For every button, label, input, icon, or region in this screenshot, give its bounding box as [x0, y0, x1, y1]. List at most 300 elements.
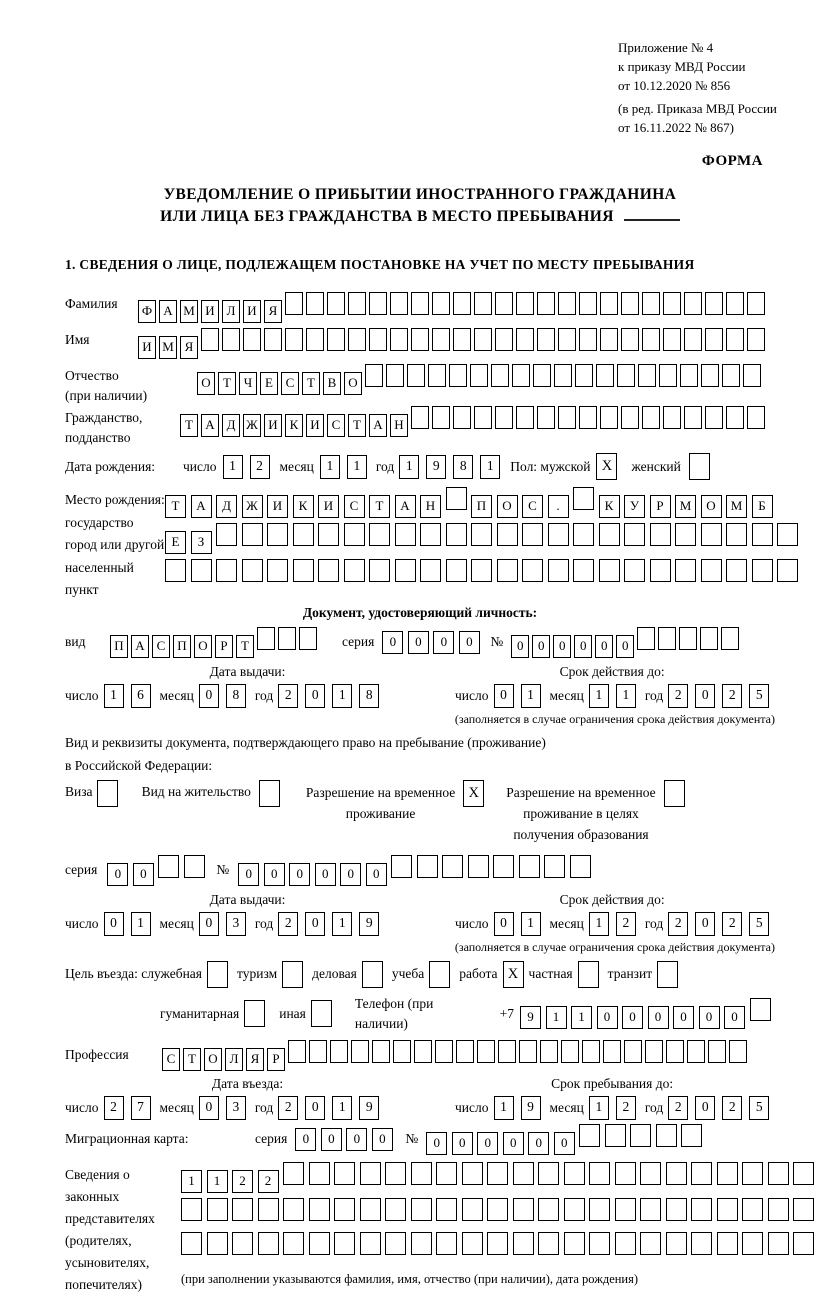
char-cell[interactable]: 2	[278, 684, 298, 708]
surname-boxes[interactable]	[138, 292, 768, 323]
char-cell[interactable]	[474, 328, 492, 351]
char-cell[interactable]: 0	[724, 1006, 745, 1029]
char-cell[interactable]	[642, 406, 660, 429]
char-cell[interactable]	[726, 292, 744, 315]
char-cell[interactable]	[487, 1162, 508, 1185]
char-cell[interactable]: 2	[104, 1096, 124, 1120]
char-cell[interactable]: Т	[165, 495, 186, 518]
residence-number-boxes[interactable]	[238, 855, 595, 886]
char-cell[interactable]: 1	[131, 912, 151, 936]
char-cell[interactable]	[752, 559, 773, 582]
char-cell[interactable]: 1	[332, 1096, 352, 1120]
char-cell[interactable]: 0	[104, 912, 124, 936]
char-cell[interactable]	[191, 559, 212, 582]
char-cell[interactable]	[554, 364, 572, 387]
char-cell[interactable]	[477, 1040, 495, 1063]
char-cell[interactable]: 0	[477, 1132, 498, 1155]
char-cell[interactable]	[386, 364, 404, 387]
visa-checkbox[interactable]	[97, 780, 118, 807]
char-cell[interactable]	[369, 292, 387, 315]
char-cell[interactable]	[495, 328, 513, 351]
birth-day-boxes[interactable]	[223, 455, 270, 479]
char-cell[interactable]	[181, 1232, 202, 1255]
residence-series-boxes[interactable]	[107, 855, 209, 886]
char-cell[interactable]: Н	[420, 495, 441, 518]
char-cell[interactable]	[561, 1040, 579, 1063]
name-boxes[interactable]	[138, 328, 768, 359]
char-cell[interactable]	[446, 559, 467, 582]
char-cell[interactable]	[258, 1232, 279, 1255]
identity-issue-year[interactable]	[278, 684, 379, 708]
char-cell[interactable]: 0	[554, 1132, 575, 1155]
char-cell[interactable]	[663, 406, 681, 429]
char-cell[interactable]: 1	[521, 912, 541, 936]
char-cell[interactable]: 9	[359, 1096, 379, 1120]
char-cell[interactable]: О	[497, 495, 518, 518]
char-cell[interactable]	[717, 1198, 738, 1221]
char-cell[interactable]	[372, 1040, 390, 1063]
char-cell[interactable]	[318, 523, 339, 546]
char-cell[interactable]	[564, 1232, 585, 1255]
residence-issue-day[interactable]	[104, 912, 151, 936]
char-cell[interactable]	[522, 523, 543, 546]
char-cell[interactable]: С	[152, 635, 170, 658]
char-cell[interactable]	[793, 1162, 814, 1185]
char-cell[interactable]	[491, 364, 509, 387]
stay-month[interactable]	[589, 1096, 636, 1120]
char-cell[interactable]: 1	[104, 684, 124, 708]
char-cell[interactable]	[747, 328, 765, 351]
char-cell[interactable]: Я	[264, 300, 282, 323]
purpose-business-checkbox[interactable]	[362, 961, 383, 988]
char-cell[interactable]: 1	[320, 455, 340, 479]
char-cell[interactable]	[615, 1198, 636, 1221]
char-cell[interactable]: Р	[650, 495, 671, 518]
char-cell[interactable]	[691, 1198, 712, 1221]
char-cell[interactable]: 0	[532, 635, 550, 658]
char-cell[interactable]: И	[201, 300, 219, 323]
char-cell[interactable]: 0	[305, 1096, 325, 1120]
char-cell[interactable]: К	[293, 495, 314, 518]
char-cell[interactable]: П	[110, 635, 128, 658]
char-cell[interactable]	[726, 523, 747, 546]
stay-day[interactable]	[494, 1096, 541, 1120]
char-cell[interactable]	[726, 406, 744, 429]
char-cell[interactable]	[579, 328, 597, 351]
char-cell[interactable]	[675, 559, 696, 582]
char-cell[interactable]: А	[191, 495, 212, 518]
char-cell[interactable]: 1	[494, 1096, 514, 1120]
char-cell[interactable]	[691, 1232, 712, 1255]
char-cell[interactable]	[589, 1198, 610, 1221]
citizenship-boxes[interactable]	[180, 406, 768, 437]
char-cell[interactable]	[599, 523, 620, 546]
char-cell[interactable]	[544, 855, 565, 878]
char-cell[interactable]	[267, 523, 288, 546]
char-cell[interactable]	[722, 364, 740, 387]
char-cell[interactable]	[701, 364, 719, 387]
char-cell[interactable]: 9	[521, 1096, 541, 1120]
char-cell[interactable]	[158, 855, 179, 878]
char-cell[interactable]: 1	[546, 1006, 567, 1029]
char-cell[interactable]	[615, 1232, 636, 1255]
char-cell[interactable]	[642, 328, 660, 351]
char-cell[interactable]	[181, 1198, 202, 1221]
char-cell[interactable]: 9	[359, 912, 379, 936]
char-cell[interactable]	[640, 1162, 661, 1185]
char-cell[interactable]	[498, 1040, 516, 1063]
char-cell[interactable]	[621, 292, 639, 315]
char-cell[interactable]	[184, 855, 205, 878]
char-cell[interactable]: Д	[216, 495, 237, 518]
char-cell[interactable]: К	[599, 495, 620, 518]
char-cell[interactable]	[369, 328, 387, 351]
char-cell[interactable]	[742, 1232, 763, 1255]
char-cell[interactable]	[309, 1232, 330, 1255]
char-cell[interactable]	[573, 523, 594, 546]
char-cell[interactable]	[288, 1040, 306, 1063]
char-cell[interactable]: А	[369, 414, 387, 437]
char-cell[interactable]: И	[138, 336, 156, 359]
char-cell[interactable]	[453, 406, 471, 429]
char-cell[interactable]: 1	[589, 684, 609, 708]
purpose-official-checkbox[interactable]	[207, 961, 228, 988]
char-cell[interactable]: Д	[222, 414, 240, 437]
purpose-private-checkbox[interactable]	[578, 961, 599, 988]
char-cell[interactable]	[516, 292, 534, 315]
char-cell[interactable]: 0	[494, 684, 514, 708]
char-cell[interactable]	[793, 1232, 814, 1255]
char-cell[interactable]: 0	[494, 912, 514, 936]
char-cell[interactable]	[428, 364, 446, 387]
char-cell[interactable]: Е	[165, 531, 186, 554]
char-cell[interactable]	[411, 328, 429, 351]
char-cell[interactable]	[666, 1040, 684, 1063]
char-cell[interactable]: С	[162, 1048, 180, 1071]
temp-residence-checkbox[interactable]: X	[463, 780, 484, 807]
residence-valid-year[interactable]	[668, 912, 769, 936]
char-cell[interactable]: О	[701, 495, 722, 518]
char-cell[interactable]: 2	[722, 1096, 742, 1120]
char-cell[interactable]	[436, 1198, 457, 1221]
char-cell[interactable]	[309, 1040, 327, 1063]
char-cell[interactable]: 3	[226, 1096, 246, 1120]
char-cell[interactable]	[768, 1232, 789, 1255]
char-cell[interactable]	[579, 1124, 600, 1147]
char-cell[interactable]: 0	[597, 1006, 618, 1029]
char-cell[interactable]: О	[197, 372, 215, 395]
char-cell[interactable]	[420, 559, 441, 582]
char-cell[interactable]	[564, 1198, 585, 1221]
char-cell[interactable]	[630, 1124, 651, 1147]
char-cell[interactable]	[258, 1198, 279, 1221]
char-cell[interactable]: 1	[347, 455, 367, 479]
char-cell[interactable]	[793, 1198, 814, 1221]
char-cell[interactable]	[650, 559, 671, 582]
char-cell[interactable]	[462, 1198, 483, 1221]
char-cell[interactable]	[666, 1198, 687, 1221]
char-cell[interactable]	[701, 559, 722, 582]
char-cell[interactable]	[605, 1124, 626, 1147]
char-cell[interactable]	[624, 1040, 642, 1063]
char-cell[interactable]	[624, 559, 645, 582]
char-cell[interactable]: 0	[408, 631, 429, 654]
gender-female-checkbox[interactable]	[689, 453, 710, 480]
char-cell[interactable]: 0	[305, 912, 325, 936]
char-cell[interactable]	[293, 559, 314, 582]
char-cell[interactable]	[351, 1040, 369, 1063]
char-cell[interactable]	[216, 523, 237, 546]
char-cell[interactable]: 0	[315, 863, 336, 886]
birth-month-boxes[interactable]	[320, 455, 367, 479]
char-cell[interactable]	[516, 406, 534, 429]
char-cell[interactable]	[285, 292, 303, 315]
char-cell[interactable]: 9	[426, 455, 446, 479]
residence-issue-month[interactable]	[199, 912, 246, 936]
char-cell[interactable]	[411, 1232, 432, 1255]
char-cell[interactable]: П	[173, 635, 191, 658]
char-cell[interactable]	[538, 1162, 559, 1185]
char-cell[interactable]	[645, 1040, 663, 1063]
char-cell[interactable]: 0	[289, 863, 310, 886]
char-cell[interactable]: Я	[180, 336, 198, 359]
migration-series-boxes[interactable]	[295, 1128, 397, 1151]
char-cell[interactable]	[285, 328, 303, 351]
char-cell[interactable]: Т	[348, 414, 366, 437]
char-cell[interactable]	[267, 559, 288, 582]
char-cell[interactable]: 2	[668, 684, 688, 708]
char-cell[interactable]	[726, 559, 747, 582]
char-cell[interactable]	[522, 559, 543, 582]
char-cell[interactable]	[680, 364, 698, 387]
char-cell[interactable]	[243, 328, 261, 351]
char-cell[interactable]: 0	[459, 631, 480, 654]
char-cell[interactable]: 2	[668, 912, 688, 936]
char-cell[interactable]: С	[281, 372, 299, 395]
char-cell[interactable]	[348, 292, 366, 315]
identity-issue-day[interactable]	[104, 684, 151, 708]
char-cell[interactable]	[705, 328, 723, 351]
birthplace-boxes-row2[interactable]	[165, 523, 803, 554]
char-cell[interactable]	[548, 523, 569, 546]
char-cell[interactable]: 5	[749, 1096, 769, 1120]
char-cell[interactable]	[747, 406, 765, 429]
char-cell[interactable]: 1	[521, 684, 541, 708]
char-cell[interactable]	[436, 1162, 457, 1185]
char-cell[interactable]: Ч	[239, 372, 257, 395]
char-cell[interactable]	[691, 1162, 712, 1185]
profession-boxes[interactable]	[162, 1040, 750, 1071]
char-cell[interactable]: 0	[695, 684, 715, 708]
char-cell[interactable]	[449, 364, 467, 387]
char-cell[interactable]	[232, 1232, 253, 1255]
char-cell[interactable]: Л	[222, 300, 240, 323]
char-cell[interactable]	[497, 523, 518, 546]
char-cell[interactable]: 0	[264, 863, 285, 886]
entry-month[interactable]	[199, 1096, 246, 1120]
char-cell[interactable]: И	[318, 495, 339, 518]
char-cell[interactable]: 0	[433, 631, 454, 654]
char-cell[interactable]: 2	[616, 1096, 636, 1120]
char-cell[interactable]	[207, 1232, 228, 1255]
purpose-study-checkbox[interactable]	[429, 961, 450, 988]
char-cell[interactable]	[493, 855, 514, 878]
char-cell[interactable]	[411, 1198, 432, 1221]
char-cell[interactable]	[726, 328, 744, 351]
char-cell[interactable]	[596, 364, 614, 387]
char-cell[interactable]	[666, 1162, 687, 1185]
gender-male-checkbox[interactable]: X	[596, 453, 617, 480]
char-cell[interactable]: 0	[699, 1006, 720, 1029]
char-cell[interactable]	[777, 523, 798, 546]
char-cell[interactable]	[442, 855, 463, 878]
char-cell[interactable]: Е	[260, 372, 278, 395]
char-cell[interactable]	[540, 1040, 558, 1063]
char-cell[interactable]: 0	[511, 635, 529, 658]
char-cell[interactable]	[513, 1232, 534, 1255]
char-cell[interactable]	[462, 1162, 483, 1185]
temp-residence-education-checkbox[interactable]	[664, 780, 685, 807]
char-cell[interactable]	[395, 559, 416, 582]
char-cell[interactable]: 0	[199, 1096, 219, 1120]
char-cell[interactable]	[360, 1198, 381, 1221]
char-cell[interactable]: 0	[372, 1128, 393, 1151]
char-cell[interactable]	[462, 1232, 483, 1255]
char-cell[interactable]: 5	[749, 684, 769, 708]
char-cell[interactable]	[453, 328, 471, 351]
char-cell[interactable]: И	[306, 414, 324, 437]
char-cell[interactable]	[222, 328, 240, 351]
representatives-boxes-row3[interactable]	[181, 1232, 819, 1261]
char-cell[interactable]	[663, 328, 681, 351]
char-cell[interactable]: Т	[183, 1048, 201, 1071]
birth-year-boxes[interactable]	[399, 455, 500, 479]
char-cell[interactable]	[675, 523, 696, 546]
purpose-humanitarian-checkbox[interactable]	[244, 1000, 265, 1027]
char-cell[interactable]	[558, 406, 576, 429]
char-cell[interactable]	[495, 406, 513, 429]
char-cell[interactable]: 0	[133, 863, 154, 886]
purpose-work-checkbox[interactable]: X	[503, 961, 524, 988]
char-cell[interactable]: Т	[180, 414, 198, 437]
char-cell[interactable]	[487, 1198, 508, 1221]
char-cell[interactable]: 0	[648, 1006, 669, 1029]
char-cell[interactable]	[700, 627, 718, 650]
char-cell[interactable]: 1	[332, 912, 352, 936]
char-cell[interactable]: Л	[225, 1048, 243, 1071]
char-cell[interactable]	[687, 1040, 705, 1063]
char-cell[interactable]: 0	[382, 631, 403, 654]
char-cell[interactable]	[752, 523, 773, 546]
char-cell[interactable]	[309, 1198, 330, 1221]
char-cell[interactable]	[432, 292, 450, 315]
char-cell[interactable]: В	[323, 372, 341, 395]
char-cell[interactable]	[659, 364, 677, 387]
char-cell[interactable]	[570, 855, 591, 878]
char-cell[interactable]: 0	[199, 912, 219, 936]
char-cell[interactable]	[621, 406, 639, 429]
birthplace-boxes-row1[interactable]	[165, 487, 803, 518]
char-cell[interactable]	[344, 523, 365, 546]
identity-issue-month[interactable]	[199, 684, 246, 708]
representatives-boxes-row1[interactable]	[181, 1162, 819, 1193]
char-cell[interactable]	[658, 627, 676, 650]
char-cell[interactable]: 0	[616, 635, 634, 658]
char-cell[interactable]	[600, 328, 618, 351]
char-cell[interactable]	[257, 627, 275, 650]
char-cell[interactable]	[318, 559, 339, 582]
char-cell[interactable]: 0	[452, 1132, 473, 1155]
char-cell[interactable]	[656, 1124, 677, 1147]
char-cell[interactable]: 2	[668, 1096, 688, 1120]
char-cell[interactable]	[538, 1232, 559, 1255]
char-cell[interactable]: 3	[226, 912, 246, 936]
char-cell[interactable]: 0	[107, 863, 128, 886]
char-cell[interactable]: К	[285, 414, 303, 437]
char-cell[interactable]	[414, 1040, 432, 1063]
char-cell[interactable]	[306, 292, 324, 315]
char-cell[interactable]: 1	[223, 455, 243, 479]
char-cell[interactable]	[777, 559, 798, 582]
char-cell[interactable]: С	[522, 495, 543, 518]
char-cell[interactable]: Ф	[138, 300, 156, 323]
char-cell[interactable]: 0	[528, 1132, 549, 1155]
char-cell[interactable]	[600, 406, 618, 429]
char-cell[interactable]	[207, 1198, 228, 1221]
char-cell[interactable]: 2	[232, 1170, 253, 1193]
char-cell[interactable]	[283, 1232, 304, 1255]
residence-valid-month[interactable]	[589, 912, 636, 936]
char-cell[interactable]: 0	[574, 635, 592, 658]
char-cell[interactable]	[278, 627, 296, 650]
char-cell[interactable]	[684, 406, 702, 429]
char-cell[interactable]: 5	[749, 912, 769, 936]
char-cell[interactable]: Б	[752, 495, 773, 518]
char-cell[interactable]: 0	[321, 1128, 342, 1151]
char-cell[interactable]	[589, 1232, 610, 1255]
char-cell[interactable]: .	[548, 495, 569, 518]
char-cell[interactable]	[617, 364, 635, 387]
char-cell[interactable]	[283, 1198, 304, 1221]
char-cell[interactable]	[650, 523, 671, 546]
char-cell[interactable]: 1	[399, 455, 419, 479]
char-cell[interactable]	[663, 292, 681, 315]
char-cell[interactable]	[721, 627, 739, 650]
char-cell[interactable]	[747, 292, 765, 315]
stay-year[interactable]	[668, 1096, 769, 1120]
char-cell[interactable]: Т	[302, 372, 320, 395]
char-cell[interactable]: М	[726, 495, 747, 518]
char-cell[interactable]: 0	[366, 863, 387, 886]
char-cell[interactable]: Т	[236, 635, 254, 658]
char-cell[interactable]: Т	[369, 495, 390, 518]
char-cell[interactable]	[390, 292, 408, 315]
char-cell[interactable]	[513, 1198, 534, 1221]
char-cell[interactable]	[519, 855, 540, 878]
char-cell[interactable]	[436, 1232, 457, 1255]
char-cell[interactable]	[232, 1198, 253, 1221]
char-cell[interactable]: 1	[332, 684, 352, 708]
char-cell[interactable]	[417, 855, 438, 878]
char-cell[interactable]	[768, 1198, 789, 1221]
residence-permit-checkbox[interactable]	[259, 780, 280, 807]
char-cell[interactable]	[495, 292, 513, 315]
purpose-tourism-checkbox[interactable]	[282, 961, 303, 988]
char-cell[interactable]	[564, 1162, 585, 1185]
identity-valid-day[interactable]	[494, 684, 541, 708]
identity-series-boxes[interactable]	[382, 631, 484, 654]
char-cell[interactable]: И	[243, 300, 261, 323]
